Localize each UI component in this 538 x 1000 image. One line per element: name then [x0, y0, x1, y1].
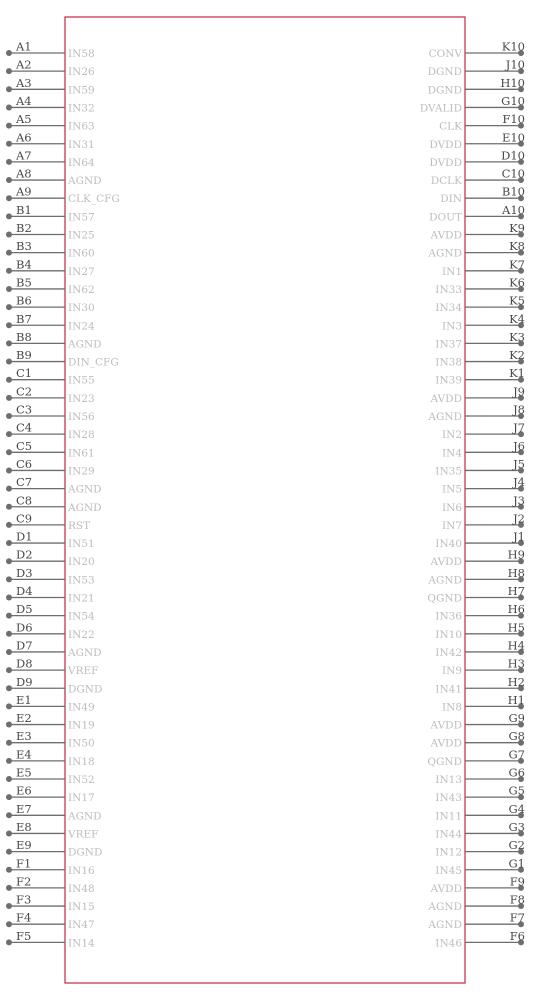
pin-number: K7	[509, 257, 525, 272]
left-pin-group	[6, 40, 120, 950]
pin-name: IN26	[68, 66, 95, 79]
pin-number: E1	[16, 692, 32, 707]
pin-terminal-dot[interactable]	[6, 576, 12, 582]
pin-name: DGND	[427, 66, 462, 79]
pin-name: CLK	[439, 120, 462, 133]
pin-name: DVALID	[419, 102, 462, 115]
pin-name: IN7	[441, 519, 462, 532]
pin-terminal-dot[interactable]	[6, 195, 12, 201]
pin-terminal-dot[interactable]	[6, 286, 12, 292]
pin-name: IN28	[68, 429, 95, 442]
pin-number: C5	[16, 438, 33, 453]
pin-name: IN24	[68, 320, 95, 333]
pin-name: QGND	[427, 592, 462, 605]
pin-number: D8	[16, 656, 33, 671]
pin-name: DGND	[68, 846, 103, 859]
pin-number: J1	[513, 529, 525, 544]
pin-terminal-dot[interactable]	[6, 794, 12, 800]
pin-number: F8	[509, 892, 525, 907]
pin-terminal-dot[interactable]	[6, 86, 12, 92]
pin-terminal-dot[interactable]	[6, 703, 12, 709]
pin-number: G3	[508, 819, 525, 834]
pin-number: D2	[16, 547, 33, 562]
pin-number: H4	[507, 638, 525, 653]
pin-name: IN44	[435, 828, 462, 841]
pin-name: AGND	[428, 411, 462, 423]
pin-terminal-dot[interactable]	[6, 685, 12, 691]
pin-name: IN55	[68, 374, 95, 387]
pin-name: IN37	[435, 338, 462, 351]
pin-number: A4	[16, 93, 32, 108]
pin-number: C7	[16, 475, 33, 490]
pin	[435, 929, 525, 950]
pin-number: K5	[509, 293, 525, 308]
pin-name: CONV	[428, 48, 462, 60]
pin-number: A10	[502, 202, 525, 217]
pin-name: AGND	[68, 338, 102, 351]
pin-name: AGND	[428, 919, 462, 932]
pin-number: H3	[507, 656, 525, 671]
pin-terminal-dot[interactable]	[6, 395, 12, 401]
pin-number: G6	[508, 765, 525, 780]
pin-name: IN8	[441, 701, 462, 714]
pin-number: E9	[16, 838, 32, 853]
pin-terminal-dot[interactable]	[6, 776, 12, 782]
pin-number: G5	[508, 783, 525, 798]
pin-number: A6	[16, 130, 32, 145]
pin-number: J5	[513, 456, 525, 471]
pin-terminal-dot[interactable]	[6, 595, 12, 601]
pin-name: IN59	[68, 84, 95, 97]
pin-name: IN35	[435, 465, 462, 478]
pin-name: AVDD	[430, 737, 462, 750]
pin-name: DCLK	[430, 175, 462, 188]
pin-terminal-dot[interactable]	[6, 322, 12, 328]
pin-number: K6	[509, 275, 525, 290]
pin-name: AVDD	[430, 392, 462, 405]
pin-name: IN62	[68, 283, 95, 296]
pin-terminal-dot[interactable]	[6, 540, 12, 546]
pin-name: IN57	[68, 211, 95, 224]
pin-terminal-dot[interactable]	[6, 232, 12, 238]
pin-name: IN58	[68, 48, 95, 60]
pin-number: H9	[507, 547, 525, 562]
pin-name: QGND	[427, 755, 462, 768]
pin-name: IN51	[68, 538, 95, 551]
pin	[435, 366, 525, 387]
pin-name: IN27	[68, 265, 95, 278]
pin-number: K1	[509, 366, 525, 381]
pin-name: IN46	[435, 937, 462, 950]
pin-name: AGND	[68, 175, 102, 188]
pin-name: IN30	[68, 302, 95, 315]
pin-terminal-dot[interactable]	[6, 613, 12, 619]
pin-name: AGND	[428, 901, 462, 914]
pin-number: G10	[501, 93, 525, 108]
pin-number: B2	[16, 221, 32, 235]
pin-number: H8	[507, 565, 525, 580]
pin-name: VREF	[68, 828, 99, 841]
pin-number: E5	[16, 765, 32, 780]
pin-number: G2	[508, 838, 525, 853]
pin-terminal-dot[interactable]	[6, 867, 12, 873]
pin-name: IN43	[435, 792, 462, 805]
pin-number: C6	[16, 456, 33, 471]
pin-name: IN53	[68, 574, 95, 587]
pin-number: J8	[513, 402, 525, 417]
pin-name: IN12	[435, 846, 462, 859]
pin-number: D3	[16, 565, 33, 580]
pin-name: IN56	[68, 411, 95, 423]
pin-terminal-dot[interactable]	[6, 903, 12, 909]
pin-terminal-dot[interactable]	[6, 431, 12, 437]
pin-number: K4	[509, 311, 525, 326]
pin-name: IN11	[435, 810, 462, 823]
pin-name: IN41	[435, 683, 462, 696]
pin-number: C2	[16, 384, 33, 399]
pin-terminal-dot[interactable]	[6, 413, 12, 419]
pin-terminal-dot[interactable]	[6, 340, 12, 346]
pin-name: DVDD	[429, 156, 462, 169]
pin-name: DVDD	[429, 138, 462, 151]
pin-name: IN16	[68, 864, 95, 877]
pin-terminal-dot[interactable]	[6, 250, 12, 256]
pin-terminal-dot[interactable]	[6, 722, 12, 728]
pin-name: DIN	[440, 193, 462, 206]
pin-name: AGND	[428, 247, 462, 260]
pin-name: IN38	[435, 356, 462, 369]
pin-number: A7	[16, 148, 32, 163]
pin-terminal-dot[interactable]	[6, 359, 12, 365]
pin-number: B5	[16, 275, 32, 290]
pin-number: K2	[509, 348, 525, 363]
pin-number: E3	[16, 729, 32, 744]
pin-number: H2	[507, 674, 525, 689]
pin-name: DIN_CFG	[68, 356, 119, 369]
pin-number: C1	[16, 366, 33, 381]
pin-number: E2	[16, 711, 32, 726]
pin-terminal-dot[interactable]	[6, 885, 12, 891]
pin-name: IN6	[441, 501, 462, 514]
pin-number: A5	[16, 112, 32, 127]
pin-number: F10	[502, 112, 525, 127]
pin-terminal-dot[interactable]	[6, 159, 12, 165]
pin-name: IN2	[441, 429, 462, 442]
pin	[6, 929, 95, 950]
pin-name: IN4	[441, 447, 462, 460]
pin-name: IN47	[68, 919, 95, 932]
pin-terminal-dot[interactable]	[6, 123, 12, 129]
pin-number: F1	[16, 856, 32, 871]
component-body	[65, 17, 465, 983]
pin-terminal-dot[interactable]	[6, 504, 12, 510]
pin-name: IN9	[441, 665, 462, 678]
pin-name: RST	[68, 519, 91, 532]
pin-name: IN48	[68, 882, 95, 895]
pin-name: AGND	[68, 501, 102, 514]
pin-terminal-dot[interactable]	[6, 830, 12, 836]
pin-name: IN52	[68, 774, 95, 786]
pin-number: B10	[501, 184, 525, 199]
pin	[427, 403, 525, 424]
pin-terminal-dot[interactable]	[6, 104, 12, 110]
pin-number: D9	[16, 674, 33, 689]
pin-number: F3	[16, 892, 32, 907]
pin-terminal-dot[interactable]	[6, 667, 12, 673]
right-pin-group	[420, 40, 525, 950]
pin-name: IN17	[68, 792, 95, 805]
pin-number: F2	[16, 874, 32, 889]
pin-name: AGND	[68, 810, 102, 823]
pin-number: B7	[16, 311, 32, 326]
pin-name: IN19	[68, 719, 95, 732]
pin-name: IN10	[435, 628, 462, 641]
pin-terminal-dot[interactable]	[6, 939, 12, 945]
pin-number: E7	[16, 801, 32, 816]
pin-number: E4	[16, 747, 32, 762]
pin-number: J10	[505, 57, 525, 72]
pin	[430, 384, 525, 405]
pin-number: D1	[16, 529, 33, 544]
pin-name: IN60	[68, 247, 95, 260]
pin-name: IN3	[441, 320, 462, 333]
pin-terminal-dot[interactable]	[6, 177, 12, 183]
pin-number: D5	[16, 602, 33, 617]
pin-number: H5	[507, 620, 525, 635]
pin-number: K8	[509, 239, 525, 254]
pin-number: C3	[16, 402, 33, 417]
pin-name: IN18	[68, 755, 95, 768]
pin-number: J7	[513, 420, 525, 435]
pin-number: A9	[16, 184, 32, 199]
pin-number: J2	[513, 511, 525, 526]
pin-number: F7	[509, 910, 525, 925]
pin-name: AVDD	[430, 882, 462, 895]
pin-terminal-dot[interactable]	[6, 377, 12, 383]
pin-name: IN31	[68, 138, 95, 151]
pin-number: F4	[16, 910, 32, 925]
pin-name: DOUT	[429, 211, 462, 224]
pin-number: D10	[501, 148, 525, 163]
pin-number: K10	[501, 39, 525, 54]
pin-name: IN64	[68, 156, 95, 169]
pin-name: AVDD	[430, 719, 462, 732]
pin-terminal-dot[interactable]	[6, 449, 12, 455]
pin	[435, 457, 525, 478]
pin-number: B6	[16, 293, 32, 308]
pin-name: IN21	[68, 592, 95, 605]
pin-terminal-dot[interactable]	[6, 812, 12, 818]
pin-name: DGND	[68, 683, 103, 696]
pin-name: IN45	[435, 864, 462, 877]
pin-number: G9	[508, 711, 525, 726]
pin-name: IN36	[435, 610, 462, 623]
pin-number: H1	[507, 692, 525, 707]
pin-number: C4	[16, 420, 33, 435]
pin-name: IN54	[68, 610, 95, 623]
pin-terminal-dot[interactable]	[6, 50, 12, 56]
pin-number: C10	[501, 166, 525, 181]
pin-name: IN42	[435, 646, 462, 659]
pin-name: IN23	[68, 392, 95, 405]
pin-number: E6	[16, 783, 32, 798]
pin-name: IN14	[68, 937, 95, 950]
pin-number: C8	[16, 493, 33, 508]
pin-number: H6	[507, 602, 525, 617]
pin-number: H7	[507, 584, 525, 598]
pin-number: J3	[513, 493, 525, 508]
pin-name: IN40	[435, 538, 462, 551]
pin-name: IN29	[68, 465, 95, 478]
pin-name: DGND	[427, 84, 462, 97]
pin-number: B8	[16, 329, 32, 344]
pin-number: K9	[509, 221, 525, 235]
pin-number: A1	[16, 39, 32, 54]
pin-name: CLK_CFG	[68, 193, 120, 206]
pin-terminal-dot[interactable]	[6, 68, 12, 74]
pin-number: G1	[508, 856, 525, 871]
pin-number: G7	[508, 747, 525, 762]
pin-number: A3	[16, 75, 32, 90]
pin-name: IN32	[68, 102, 95, 115]
pin-number: G8	[508, 729, 525, 744]
pin-name: IN50	[68, 737, 95, 750]
pin-number: E10	[501, 130, 525, 145]
pin-name: AGND	[68, 646, 102, 659]
pin-name: IN34	[435, 302, 462, 315]
pin-name: IN5	[441, 483, 462, 496]
pin-terminal-dot[interactable]	[6, 849, 12, 855]
pin-terminal-dot[interactable]	[6, 486, 12, 492]
pin-terminal-dot[interactable]	[6, 268, 12, 274]
pin-number: F5	[16, 928, 32, 943]
pin-number: H10	[500, 75, 525, 90]
pin-name: IN39	[435, 374, 462, 387]
pin-number: D4	[16, 584, 33, 598]
pin-number: J9	[513, 384, 525, 399]
pin-number: A8	[16, 166, 32, 181]
pin-number: B3	[16, 239, 32, 254]
pin-number: F6	[509, 928, 525, 943]
pin-name: VREF	[68, 665, 99, 678]
pin-number: J4	[513, 475, 525, 490]
pin-number: B4	[16, 257, 32, 272]
pin-number: B9	[16, 348, 32, 363]
pin-terminal-dot[interactable]	[6, 213, 12, 219]
pin-terminal-dot[interactable]	[6, 467, 12, 473]
pin-name: IN15	[68, 901, 95, 914]
pin-name: IN49	[68, 701, 95, 714]
pin-number: E8	[16, 819, 32, 834]
pin-terminal-dot[interactable]	[6, 740, 12, 746]
pin-terminal-dot[interactable]	[6, 631, 12, 637]
pin-name: IN61	[68, 447, 95, 460]
pin-name: IN25	[68, 229, 95, 242]
pin-number: D6	[16, 620, 33, 635]
pin-terminal-dot[interactable]	[6, 758, 12, 764]
pin-number: G4	[508, 801, 525, 816]
pin-terminal-dot[interactable]	[6, 558, 12, 564]
pin-number: F9	[509, 874, 525, 889]
pin-name: IN20	[68, 556, 95, 569]
pin-name: IN13	[435, 774, 462, 786]
pin-number: D7	[16, 638, 33, 653]
pin-terminal-dot[interactable]	[6, 304, 12, 310]
pin-terminal-dot[interactable]	[6, 522, 12, 528]
pin-name: AGND	[428, 574, 462, 587]
pin-name: AVDD	[430, 229, 462, 242]
pin-name: IN33	[435, 283, 462, 296]
pin-number: K3	[509, 329, 525, 344]
pin-name: IN63	[68, 120, 95, 133]
pin-name: IN1	[441, 265, 462, 278]
pin-number: A2	[16, 57, 32, 72]
pin-number: B1	[16, 202, 32, 217]
pin-number: J6	[513, 438, 525, 453]
pin-name: AVDD	[430, 556, 462, 569]
pin-terminal-dot[interactable]	[6, 921, 12, 927]
pin-terminal-dot[interactable]	[6, 141, 12, 147]
pin-name: AGND	[68, 483, 102, 496]
pin-name: IN22	[68, 628, 95, 641]
pin-terminal-dot[interactable]	[6, 649, 12, 655]
pin-number: C9	[16, 511, 33, 526]
